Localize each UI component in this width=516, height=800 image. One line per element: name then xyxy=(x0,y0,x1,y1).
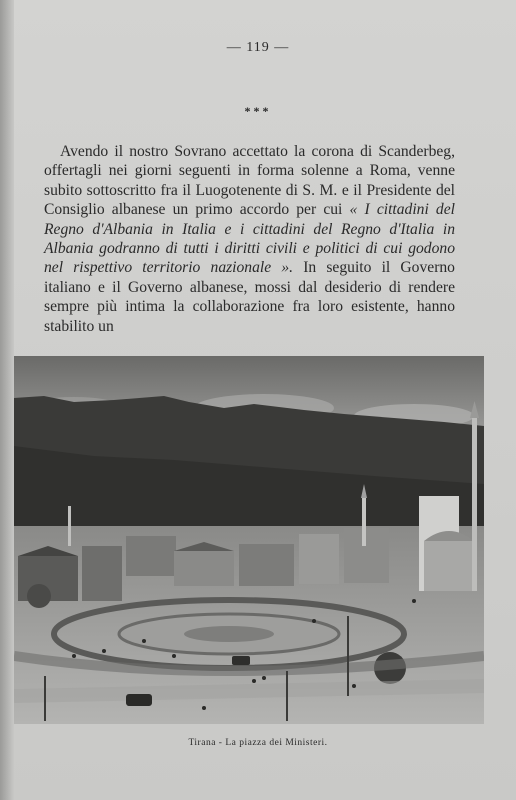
treaty-quote: « I cittadini del Regno d'Albania in Italia e i cittadini del Regno d'Italia in Albania godranno di tutti i diritti civili e politici di cui godono nel rispettivo territorio nazionale ». xyxy=(44,201,455,277)
page-edge-shadow xyxy=(0,0,14,800)
paragraph-continuation: In seguito il Governo italiano e il Governo albanese, mossi dal desiderio di rendere sempre più intima la collaborazione fra loro esistente, hanno stabilito un xyxy=(44,259,455,335)
paragraph-text: Avendo il nostro Sovrano accettato la corona di Scanderbeg, offertagli nei giorni seguenti in forma solenne a Roma, venne subito sottoscritto fra il Luogotenente di S. M. e il Presidente del Consiglio albanese un primo accordo per cui xyxy=(44,143,455,219)
body-paragraph xyxy=(44,142,455,336)
section-asterism: *** xyxy=(244,104,272,118)
page-number: — 119 — xyxy=(226,40,290,55)
tirana-square-photo xyxy=(14,356,484,724)
figure-caption: Tirana - La piazza dei Ministeri. xyxy=(188,738,328,748)
